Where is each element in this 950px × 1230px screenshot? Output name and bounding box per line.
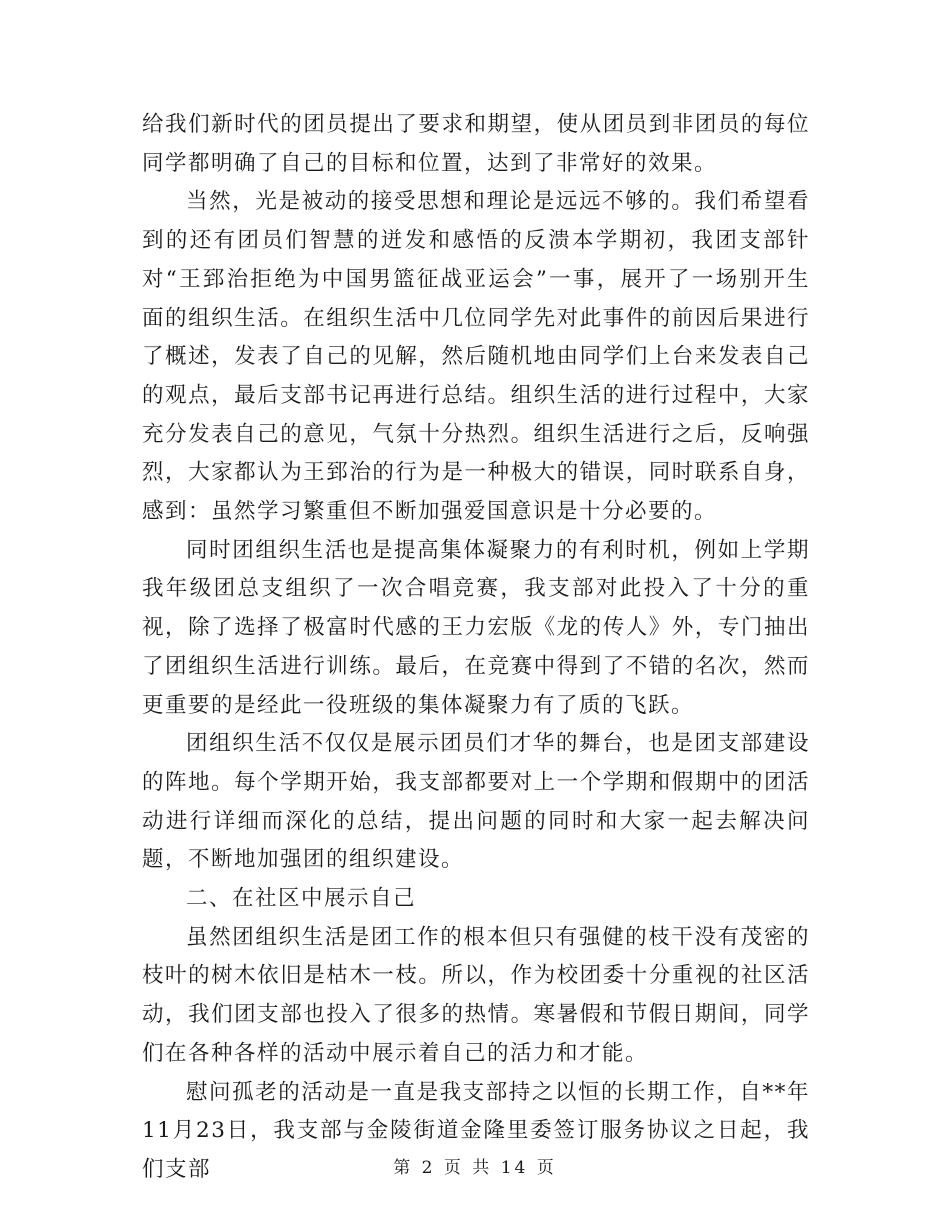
paragraph-continuation: 给我们新时代的团员提出了要求和期望，使从团员到非团员的每位同学都明确了自己的目标和位置，达到了非常好的效果。 — [142, 112, 810, 176]
paragraph-elderly-visits: 慰问孤老的活动是一直是我支部持之以恒的长期工作，自**年11月23日，我支部与金陵街道金隆里委签订服务协议之日起，我们支部 — [142, 1079, 810, 1182]
page-footer — [0, 1153, 950, 1178]
document-body — [142, 106, 810, 1190]
section-heading-community: 二、在社区中展示自己 — [186, 886, 417, 912]
paragraph-organization-life: 当然，光是被动的接受思想和理论是远远不够的。我们希望看到的还有团员们智慧的迸发和感悟的反溃本学期初，我团支部针对“王郅治拒绝为中国男篮征战亚运会”一事，展开了一场别开生面的组织生活。在组织生活中几位同学先对此事件的前因后果进行了概述，发表了自己的见解，然后随机地由同学们上台来发表自己的观点，最后支部书记再进行总结。组织生活的进行过程中，大家充分发表自己的意见，气氛十分热烈。组织生活进行之后，反响强烈，大家都认为王郅治的行为是一种极大的错误，同时联系自身，感到：虽然学习繁重但不断加强爱国意识是十分必要的。 — [142, 189, 810, 525]
paragraph-community-activities: 虽然团组织生活是团工作的根本但只有强健的枝干没有茂密的枝叶的树木依旧是枯木一枝。所以，作为校团委十分重视的社区活动，我们团支部也投入了很多的热情。寒暑假和节假日期间，同学们在各种各样的活动中展示着自己的活力和才能。 — [142, 924, 810, 1066]
page-number-label: 第 2 页 共 14 页 — [393, 1158, 557, 1178]
paragraph-cohesion: 同时团组织生活也是提高集体凝聚力的有利时机，例如上学期我年级团总支组织了一次合唱竞赛，我支部对此投入了十分的重视，除了选择了极富时代感的王力宏版《龙的传人》外，专门抽出了团组织生活进行训练。最后，在竞赛中得到了不错的名次，然而更重要的是经此一役班级的集体凝聚力有了质的飞跃。 — [142, 537, 810, 718]
paragraph-branch-building: 团组织生活不仅仅是展示团员们才华的舞台，也是团支部建设的阵地。每个学期开始，我支部都要对上一个学期和假期中的团活动进行详细而深化的总结，提出问题的同时和大家一起去解决问题，不断地加强团的组织建设。 — [142, 731, 810, 873]
